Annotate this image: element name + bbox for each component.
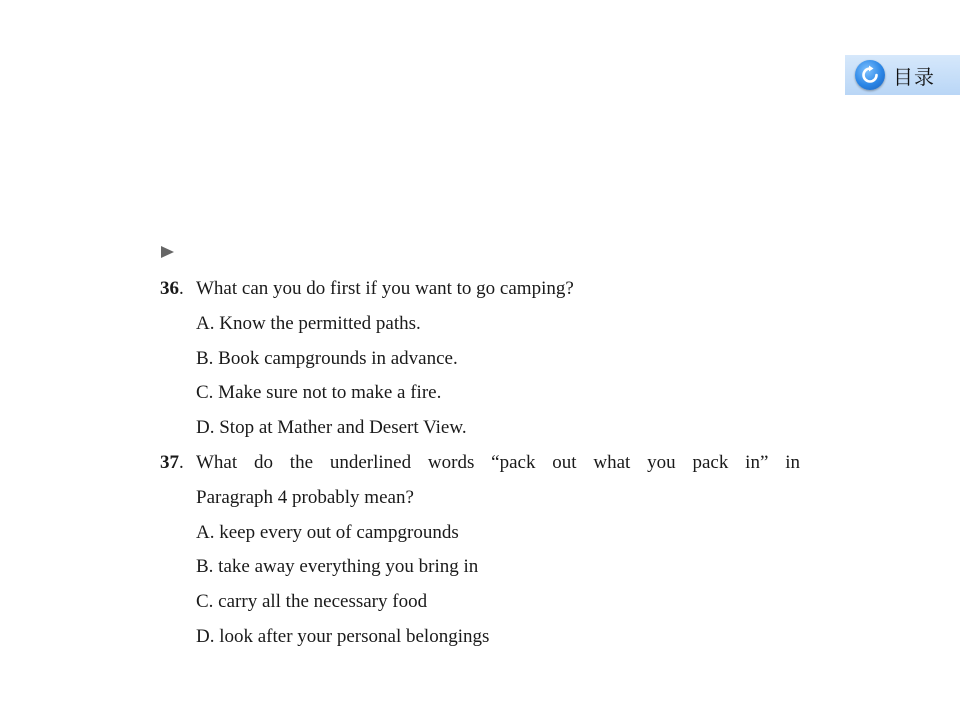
question-37	[160, 446, 800, 655]
question-list	[160, 272, 800, 655]
question-text-continued: Paragraph 4 probably mean?	[196, 486, 414, 508]
question-number: 36.	[160, 278, 184, 299]
option-c: C. Make sure not to make a fire.	[196, 382, 442, 404]
question-text: What can you do first if you want to go camping?	[196, 278, 574, 299]
option-d: D. Stop at Mather and Desert View.	[196, 417, 467, 439]
return-arrow-icon	[855, 60, 885, 90]
option-a: A. Know the permitted paths.	[196, 312, 421, 334]
option-d: D. look after your personal belongings	[196, 625, 490, 647]
question-number: 37.	[160, 451, 184, 473]
play-marker-icon	[161, 246, 174, 258]
option-b: B. Book campgrounds in advance.	[196, 347, 458, 369]
question-stem	[160, 272, 800, 307]
question-text: What do the underlined words “pack out what you pack in” in	[196, 451, 800, 473]
option-b: B. take away everything you bring in	[196, 556, 479, 578]
toc-button[interactable]	[845, 55, 960, 95]
option-a: A. keep every out of campgrounds	[196, 521, 459, 543]
toc-label: 目录	[893, 64, 935, 89]
question-stem	[160, 446, 800, 481]
option-c: C. carry all the necessary food	[196, 591, 428, 613]
question-36	[160, 272, 800, 446]
